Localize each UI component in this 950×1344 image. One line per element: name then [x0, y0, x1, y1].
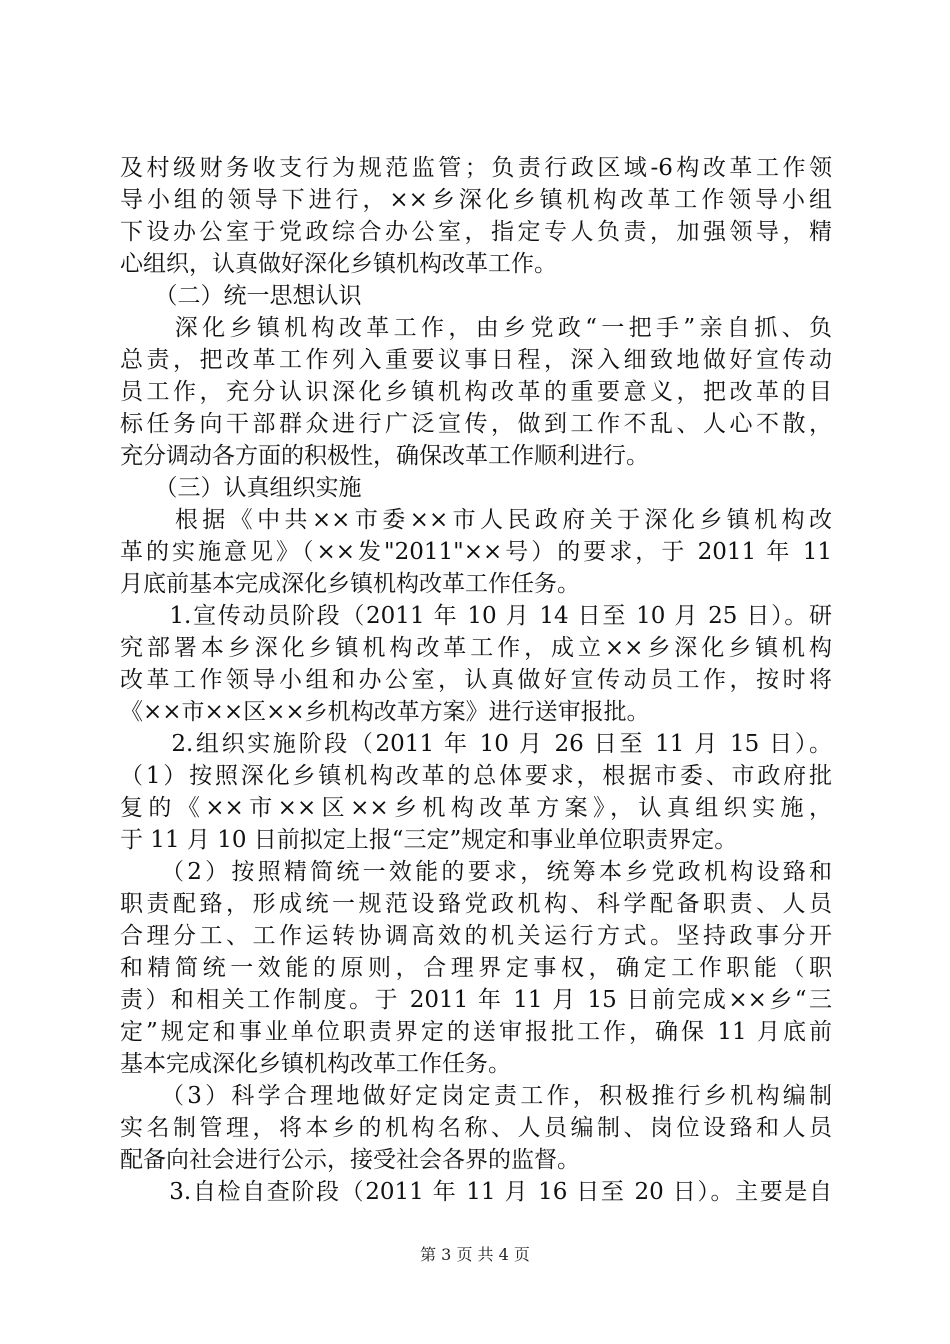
text-line: 导小组的领导下进行，××乡深化乡镇机构改革工作领导小组	[120, 187, 832, 213]
text-line: 深化乡镇机构改革工作，由乡党政“一把手”亲自抓、负	[120, 315, 832, 341]
text-line: 1.宣传动员阶段（2011 年 10 月 14 日至 10 月 25 日）。研	[120, 603, 832, 629]
text-line: 实名制管理，将本乡的机构名称、人员编制、岗位设臵和人员	[120, 1115, 832, 1141]
text-line: （3）科学合理地做好定岗定责工作，积极推行乡机构编制	[120, 1083, 832, 1109]
text-line: 职责配臵，形成统一规范设臵党政机构、科学配备职责、人员	[120, 891, 832, 917]
text-line: 《××市××区××乡机构改革方案》进行送审报批。	[120, 699, 650, 725]
text-line: 下设办公室于党政综合办公室，指定专人负责，加强领导，精	[120, 219, 832, 245]
document-body	[120, 152, 832, 1208]
text-line: 和精简统一效能的原则，合理界定事权，确定工作职能（职	[120, 955, 832, 981]
text-line: 及村级财务收支行为规范监管；负责行政区域-6构改革工作领	[120, 155, 832, 181]
text-line: 复的《××市××区××乡机构改革方案》，认真组织实施，	[120, 795, 832, 821]
text-line: 充分调动各方面的积极性，确保改革工作顺利进行。	[120, 443, 649, 469]
text-line: 于 11 月 10 日前拟定上报“三定”规定和事业单位职责界定。	[120, 827, 738, 853]
text-line: 责）和相关工作制度。于 2011 年 11 月 15 日前完成××乡“三	[120, 987, 832, 1013]
text-line: 标任务向干部群众进行广泛宣传，做到工作不乱、人心不散，	[120, 411, 832, 437]
text-line: 总责，把改革工作列入重要议事日程，深入细致地做好宣传动	[120, 347, 832, 373]
text-line: 心组织，认真做好深化乡镇机构改革工作。	[120, 251, 557, 277]
text-line: 根据《中共××市委××市人民政府关于深化乡镇机构改	[120, 507, 832, 533]
text-line: 配备向社会进行公示，接受社会各界的监督。	[120, 1147, 580, 1173]
text-line: 究部署本乡深化乡镇机构改革工作，成立××乡深化乡镇机构	[120, 635, 832, 661]
text-line: 2.组织实施阶段（2011 年 10 月 26 日至 11 月 15 日）。	[120, 731, 832, 757]
text-line: （2）按照精简统一效能的要求，统筹本乡党政机构设臵和	[120, 859, 832, 885]
page-footer: 第 3 页 共 4 页	[420, 1245, 530, 1264]
text-line: 基本完成深化乡镇机构改革工作任务。	[120, 1051, 511, 1077]
text-line: 革的实施意见》（××发"2011"××号）的要求，于 2011 年 11	[120, 539, 832, 565]
text-line: 员工作，充分认识深化乡镇机构改革的重要意义，把改革的目	[120, 379, 832, 405]
text-line: （二）统一思想认识	[120, 283, 362, 309]
text-line: 月底前基本完成深化乡镇机构改革工作任务。	[120, 571, 580, 597]
text-line: （三）认真组织实施	[120, 475, 362, 501]
text-line: 改革工作领导小组和办公室，认真做好宣传动员工作，按时将	[120, 667, 832, 693]
text-line: （1）按照深化乡镇机构改革的总体要求，根据市委、市政府批	[120, 763, 832, 789]
text-line: 3.自检自查阶段（2011 年 11 月 16 日至 20 日）。主要是自	[120, 1179, 832, 1205]
text-line: 定”规定和事业单位职责界定的送审报批工作，确保 11 月底前	[120, 1019, 832, 1045]
text-line: 合理分工、工作运转协调高效的机关运行方式。坚持政事分开	[120, 923, 832, 949]
